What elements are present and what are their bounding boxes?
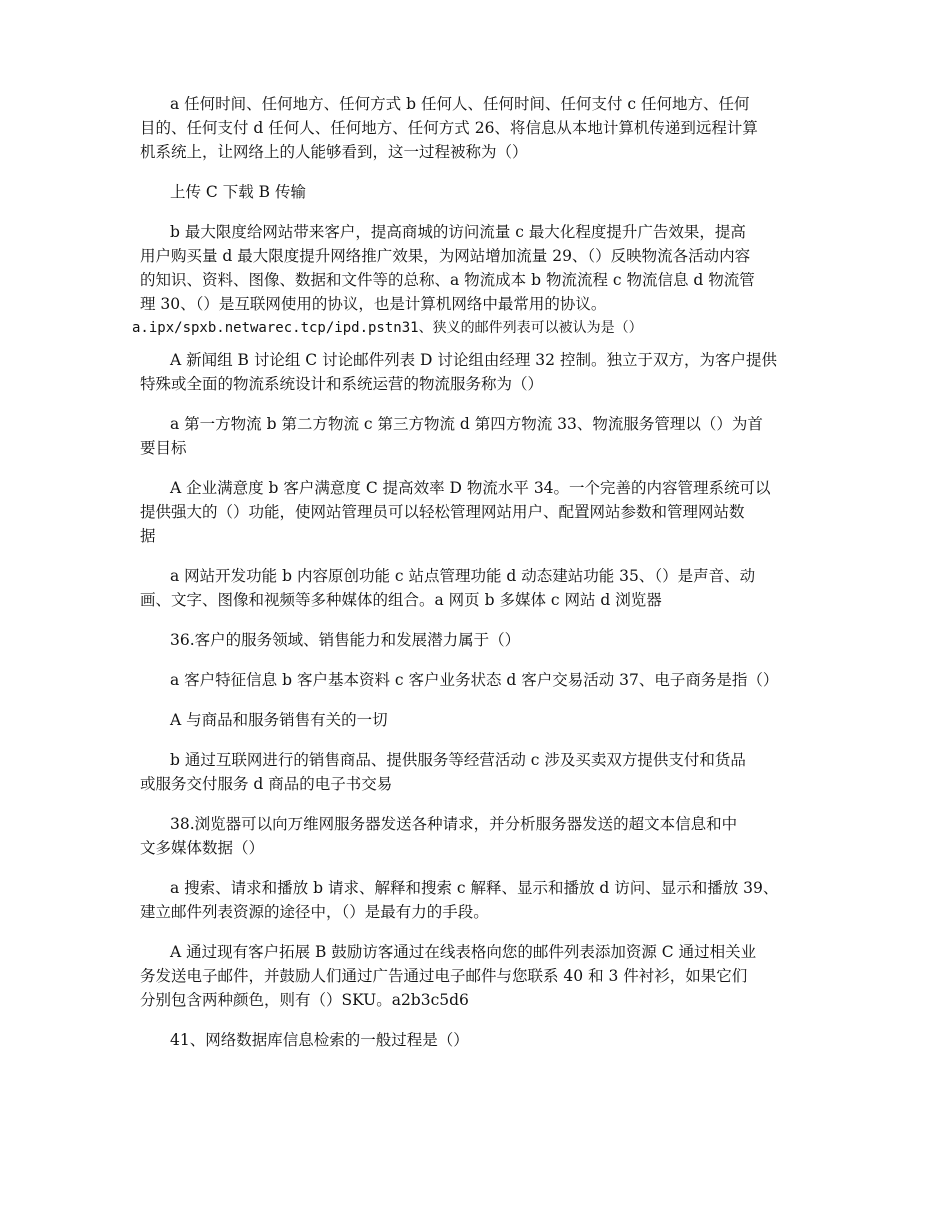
text-line: 机系统上，让网络上的人能够看到，这一过程被称为（）	[140, 143, 528, 161]
paragraph-12	[140, 812, 825, 860]
text-line: 画、文字、图像和视频等多种媒体的组合。a 网页 b 多媒体 c 网站 d 浏览器	[140, 591, 662, 609]
text-line: 特殊或全面的物流系统设计和系统运营的物流服务称为（）	[140, 375, 544, 393]
text-line: A 企业满意度 b 客户满意度 C 提高效率 D 物流水平 34。一个完善的内容管理系统可以	[170, 479, 771, 497]
paragraph-3	[132, 220, 825, 340]
text-line: a.ipx/spxb.netwarec.tcp/ipd.pstn31、狭义的邮件列表可以被认为是（）	[132, 320, 643, 336]
text-line: A 新闻组 B 讨论组 C 讨论邮件列表 D 讨论组由经理 32 控制。独立于双方，为客户提供	[170, 351, 777, 369]
paragraph-6	[140, 476, 825, 548]
paragraph-15	[140, 1028, 825, 1052]
text-line: A 通过现有客户拓展 B 鼓励访客通过在线表格向您的邮件列表添加资源 C 通过相关业	[170, 943, 757, 961]
paragraph-11	[140, 748, 825, 796]
text-line: 用户购买量 d 最大限度提升网络推广效果，为网站增加流量 29、（）反映物流各活动内容	[140, 247, 751, 265]
text-line: A 与商品和服务销售有关的一切	[170, 711, 388, 729]
paragraph-4	[140, 348, 825, 396]
text-line: 36.客户的服务领域、销售能力和发展潜力属于（）	[170, 631, 521, 649]
text-line: b 最大限度给网站带来客户，提高商城的访问流量 c 最大化程度提升广告效果，提高	[170, 223, 746, 241]
paragraph-13	[140, 876, 825, 924]
paragraph-14	[140, 940, 825, 1012]
document-body	[132, 92, 825, 1068]
text-line: 或服务交付服务 d 商品的电子书交易	[140, 775, 393, 793]
text-line: 38.浏览器可以向万维网服务器发送各种请求，并分析服务器发送的超文本信息和中	[170, 815, 738, 833]
text-line: 的知识、资料、图像、数据和文件等的总称、a 物流成本 b 物流流程 c 物流信息 d 物流管	[140, 271, 755, 289]
text-line: a 任何时间、任何地方、任何方式 b 任何人、任何时间、任何支付 c 任何地方、任何	[170, 95, 750, 113]
paragraph-2	[140, 180, 825, 204]
text-line: 41、网络数据库信息检索的一般过程是（）	[170, 1031, 469, 1049]
text-line: b 通过互联网进行的销售商品、提供服务等经营活动 c 涉及买卖双方提供支付和货品	[170, 751, 746, 769]
text-line: 目的、任何支付 d 任何人、任何地方、任何方式 26、将信息从本地计算机传递到远程计算	[140, 119, 758, 137]
paragraph-10	[140, 708, 825, 732]
text-line: 要目标	[140, 439, 187, 457]
paragraph-7	[140, 564, 825, 612]
paragraph-8	[140, 628, 825, 652]
paragraph-9	[140, 668, 825, 692]
text-line: 提供强大的（）功能，使网站管理员可以轻松管理网站用户、配置网站参数和管理网站数	[140, 503, 745, 521]
text-line: 建立邮件列表资源的途径中，（）是最有力的手段。	[140, 903, 489, 921]
text-line: a 第一方物流 b 第二方物流 c 第三方物流 d 第四方物流 33、物流服务管理以（）为首	[170, 415, 763, 433]
text-line: a 搜索、请求和播放 b 请求、解释和搜索 c 解释、显示和播放 d 访问、显示和播放 39、	[170, 879, 779, 897]
paragraph-5	[140, 412, 825, 460]
text-line: a 客户特征信息 b 客户基本资料 c 客户业务状态 d 客户交易活动 37、电子商务是指（）	[170, 671, 779, 689]
text-line: 上传 C 下载 B 传输	[170, 183, 306, 201]
text-line: 理 30、（）是互联网使用的协议，也是计算机网络中最常用的协议。	[140, 295, 607, 313]
text-line: 务发送电子邮件，并鼓励人们通过广告通过电子邮件与您联系 40 和 3 件衬衫，如果它们	[140, 967, 748, 985]
paragraph-1	[140, 92, 825, 164]
text-line: a 网站开发功能 b 内容原创功能 c 站点管理功能 d 动态建站功能 35、（）是声音、动	[170, 567, 756, 585]
text-line: 据	[140, 527, 156, 545]
text-line: 分别包含两种颜色，则有（）SKU。a2b3c5d6	[140, 991, 469, 1009]
text-line: 文多媒体数据（）	[140, 839, 265, 857]
